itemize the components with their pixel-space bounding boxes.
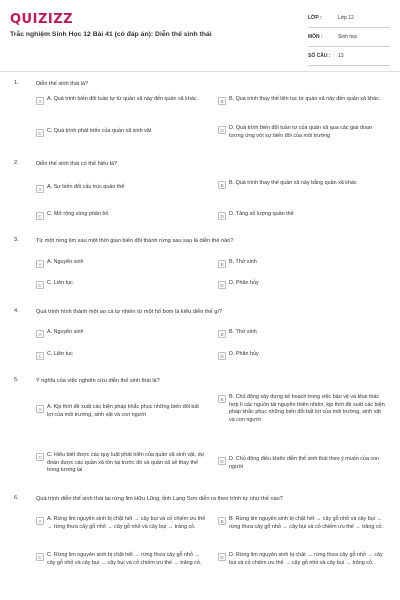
option-letter-box: A — [36, 405, 44, 413]
worksheet-header — [0, 0, 400, 70]
option-c[interactable] — [36, 280, 206, 289]
question-text: Diễn thế sinh thái có thể hiểu là? — [36, 161, 118, 167]
option-letter-box: A — [36, 185, 44, 193]
option-c[interactable] — [36, 128, 206, 137]
option-text: B. Chủ động xây dựng kế hoạch trong việc bảo vệ và khai thác hợp lí các nguồn tài nguyên thiên nhiên, kịp thời đề xuất các biện pháp khắc phục những biến đổi bất lợi của môi trường, sinh vật và con người — [229, 394, 385, 423]
option-letter-box: A — [36, 330, 44, 338]
option-text: C. Hiểu biết được các quy luật phát triển của quần xã sinh vật, dự đoán được các quần xã tồn tại trước đó và quần xã sẽ thay thế trong tương lai — [47, 452, 205, 474]
option-letter-box: D — [218, 553, 226, 561]
meta-table — [308, 9, 390, 66]
meta-key: LỚP : — [308, 15, 322, 21]
option-text: B. Thứ sinh — [229, 259, 257, 265]
option-text: A. Sự biến đổi cấu trúc quần thể — [47, 184, 125, 190]
option-text: A. Quá trình biến đổi tuần tự từ quần xã này đến quần xã khác. — [47, 96, 199, 102]
option-text: B. Quá trình thay thế liên tục từ quần xã này đến quần xã khác. — [229, 96, 381, 102]
option-text: C. Liên tục — [47, 351, 73, 357]
question-text: Ý nghĩa của việc nghiên cứu diễn thế sinh thái là? — [36, 378, 160, 384]
option-letter-box: C — [36, 212, 44, 220]
question-number: 4. — [14, 308, 19, 314]
option-text: D. Phân hủy — [229, 351, 259, 357]
option-a[interactable] — [36, 259, 206, 268]
option-b[interactable] — [218, 394, 388, 424]
question-number: 5. — [14, 377, 19, 383]
meta-row-class — [308, 9, 390, 28]
question-number: 3. — [14, 237, 19, 243]
option-letter-box: A — [36, 517, 44, 525]
meta-row-count — [308, 47, 390, 66]
option-a[interactable] — [36, 96, 206, 105]
option-letter-box: D — [218, 352, 226, 360]
option-text: A. Rừng lim nguyên sinh bị chặt hết → cây bụi và cỏ chiếm ưu thế → rừng thưa cây gỗ nhỏ → cây gỗ nhỏ và cây bụi → trảng cỏ. — [47, 516, 206, 530]
question-text: Từ một rừng lim sau một thời gian biến đổi thành rừng sau sau là diễn thế nào? — [36, 238, 234, 244]
option-d[interactable] — [218, 552, 388, 567]
option-c[interactable] — [36, 552, 206, 567]
meta-row-subject — [308, 28, 390, 47]
option-d[interactable] — [218, 211, 388, 220]
option-c[interactable] — [36, 452, 206, 475]
option-letter-box: D — [218, 126, 226, 134]
option-text: B. Quá trình thay thế quần xã này bằng quần xã khác — [229, 180, 357, 186]
option-c[interactable] — [36, 211, 206, 220]
option-text: D. Quá trình biến đổi tuần tự của quần xã qua các giai đoạn tương ứng với sự biến đổi của môi trường — [229, 125, 372, 139]
option-text: A. Nguyên sinh — [47, 329, 84, 335]
option-letter-box: D — [218, 212, 226, 220]
option-a[interactable] — [36, 184, 206, 193]
question-text: Diễn thế sinh thái là? — [36, 81, 89, 87]
question-number: 2. — [14, 160, 19, 166]
option-letter-box: C — [36, 352, 44, 360]
cut-off-next-question — [14, 595, 394, 600]
option-text: D. Phân hủy — [229, 280, 259, 286]
option-letter-box: D — [218, 457, 226, 465]
option-text: C. Rừng lim nguyên sinh bị chặt hết → rừng thưa cây gỗ nhỏ → cây gỗ nhỏ và cây bụi → cây bụi và cỏ chiếm ưu thế → trảng cỏ. — [47, 552, 202, 566]
meta-key: SỐ CÂU : — [308, 53, 331, 59]
option-c[interactable] — [36, 351, 206, 360]
option-d[interactable] — [218, 456, 388, 471]
option-text: B. Rừng lim nguyên sinh bị chặt hết → cây gỗ nhỏ và cây bụi → rừng thưa cây gỗ nhỏ → cây bụi và cỏ chiếm ưu thế → trảng cỏ. — [229, 516, 384, 530]
option-b[interactable] — [218, 259, 388, 268]
header-divider — [0, 71, 400, 72]
option-letter-box: B — [218, 181, 226, 189]
option-letter-box: C — [36, 453, 44, 461]
option-text: C. Liên tục — [47, 280, 73, 286]
option-letter-box: B — [218, 330, 226, 338]
option-text: A. Nguyên sinh — [47, 259, 84, 265]
option-letter-box: B — [218, 517, 226, 525]
option-letter-box: C — [36, 281, 44, 289]
meta-value: Sinh học — [338, 34, 358, 40]
option-d[interactable] — [218, 351, 388, 360]
question-text: Quá trình hình thành một ao cá tự nhiên từ một hố bom là kiểu diễn thế gì? — [36, 309, 222, 315]
option-text: D. Rừng lim nguyên sinh bị chặt → rừng thưa cây gỗ nhỏ → cây bụi và cỏ chiếm ưu thế → cây gỗ nhỏ và cây bụi → trảng cỏ. — [229, 552, 383, 566]
option-text: D. Chủ động điều khiển diễn thế sinh thái theo ý muốn của con người — [229, 456, 380, 470]
meta-value: Lớp 12 — [338, 15, 354, 21]
option-letter-box: C — [36, 129, 44, 137]
quizizz-logo[interactable]: QUIZIZZ — [10, 12, 74, 27]
option-letter-box: C — [36, 553, 44, 561]
option-letter-box: A — [36, 97, 44, 105]
worksheet-title: Trắc nghiệm Sinh Học 12 Bài 41 (có đáp án): Diễn thế sinh thái — [10, 31, 212, 38]
meta-key: MÔN : — [308, 34, 323, 40]
option-letter-box: B — [218, 395, 226, 403]
question-number: 1. — [14, 80, 19, 86]
option-text: C. Quá trình phát triển của quần xã sinh vật — [47, 128, 152, 134]
option-b[interactable] — [218, 516, 388, 531]
question-text: Quá trình diễn thế sinh thái tại rừng lim Hữu Lũng, tỉnh Lạng Sơn diễn ra theo trình tự như thế nào? — [36, 496, 283, 502]
option-b[interactable] — [218, 329, 388, 338]
option-letter-box: A — [36, 260, 44, 268]
option-letter-box: B — [218, 97, 226, 105]
option-text: A. Kịp thời đề xuất các biện pháp khắc phục những biến đổi bất lợi của môi trường, sinh vật và con người — [47, 404, 199, 418]
option-a[interactable] — [36, 329, 206, 338]
question-number: 6. — [14, 495, 19, 501]
meta-value: 13 — [338, 53, 344, 59]
option-d[interactable] — [218, 280, 388, 289]
option-letter-box: D — [218, 281, 226, 289]
option-b[interactable] — [218, 180, 388, 189]
option-text: B. Thứ sinh — [229, 329, 257, 335]
option-text: C. Mở rộng vùng phân bố — [47, 211, 109, 217]
option-a[interactable] — [36, 516, 206, 531]
option-letter-box: B — [218, 260, 226, 268]
option-a[interactable] — [36, 404, 206, 419]
option-text: D. Tăng số lượng quần thể — [229, 211, 294, 217]
option-d[interactable] — [218, 125, 388, 140]
option-b[interactable] — [218, 96, 388, 105]
